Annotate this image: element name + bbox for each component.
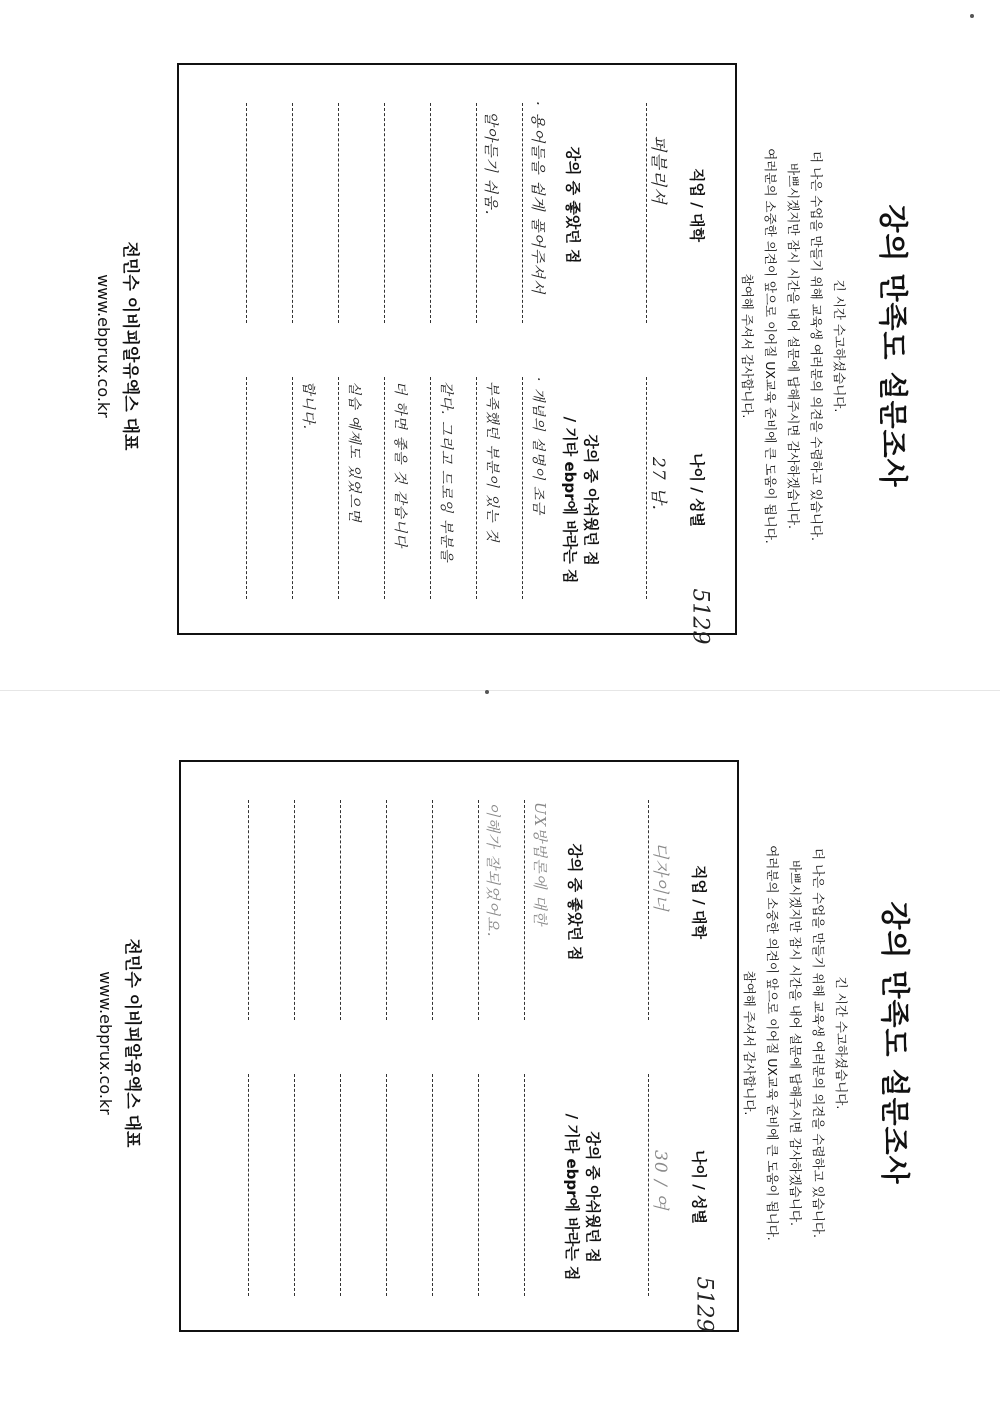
age-gender-label: 나이 / 성별 [688,453,706,527]
page-number: 5129 [691,1276,717,1333]
good-answer-line [476,103,477,323]
good-answer-text: · 용어들을 쉽게 풀어주셔서 [529,101,547,295]
job-label: 직업 / 대학 [690,865,708,939]
good-answer-line [292,103,293,323]
bad-answer-line [248,1074,249,1296]
website-url: www.ebprux.co.kr [96,971,115,1115]
age-gender-answer: 30 / 여 [650,1150,670,1211]
bad-answer-line [478,1074,479,1296]
bad-answer-text: 실습 예제도 있었으면 [346,381,362,523]
good-answer-line [432,800,433,1020]
bad-answer-text: 합니다. [300,381,316,431]
page-number: 5129 [687,588,713,645]
job-answer-line [648,800,649,1020]
good-points-label: 강의 중 좋았던 점 [564,146,582,264]
intro-line: 긴 시간 수고하셨습니다. [832,279,847,413]
good-answer-text: 알아듣기 쉬움. [482,111,500,216]
bad-points-label [561,1092,603,1302]
survey-form-box [179,760,739,1332]
intro-line: 긴 시간 수고하셨습니다. [834,976,849,1110]
age-gender-label: 나이 / 성별 [690,1150,708,1224]
bad-answer-line [294,1074,295,1296]
good-answer-line [248,800,249,1020]
intro-line: 바쁘시겠지만 잠시 시간을 내어 설문에 답해주시면 감사하겠습니다. [786,163,801,529]
intro-line: 바쁘시겠지만 잠시 시간을 내어 설문에 답해주시면 감사하겠습니다. [788,860,803,1226]
survey-intro [738,733,853,1353]
age-answer-line [646,377,647,599]
bad-answer-line [522,377,523,599]
bad-answer-line [340,1074,341,1296]
survey-title: 강의 만족도 설문조사 [876,204,910,488]
bad-answer-line [524,1074,525,1296]
bad-points-label-line2: / 기타 ebpr에 바라는 점 [561,416,579,584]
good-answer-line [384,103,385,323]
bad-answer-line [476,377,477,599]
good-answer-line [338,103,339,323]
bad-answer-line [384,377,385,599]
bad-answer-line [386,1074,387,1296]
good-answer-text: 이해가 잘되었어요. [484,802,502,938]
bad-answer-line [432,1074,433,1296]
good-answer-text: UX방법론에 대한 [531,802,549,927]
bad-answer-line [430,377,431,599]
good-answer-line [478,800,479,1020]
bad-points-label [559,395,601,605]
intro-line: 참여해 주셔서 감사합니다. [740,273,755,419]
good-points-label: 강의 중 좋았던 점 [566,843,584,961]
bad-points-label-line1: 강의 중 아쉬웠던 점 [584,1131,602,1263]
good-answer-line [522,103,523,323]
survey-form-box [177,63,737,635]
job-answer: 퍼블리셔 [648,135,668,205]
sheet-fold-line [0,690,1000,691]
good-answer-line [430,103,431,323]
good-answer-line [246,103,247,323]
bad-answer-text: 부족했던 부분이 있는 것 [484,381,500,543]
good-answer-line [386,800,387,1020]
intro-line: 참여해 주셔서 감사합니다. [742,970,757,1116]
bad-answer-line [338,377,339,599]
scan-dot [485,690,489,694]
intro-line: 여러분의 소중한 의견이 앞으로 이어질 UX교육 준비에 큰 도움이 됩니다. [763,148,778,544]
intro-line: 여러분의 소중한 의견이 앞으로 이어질 UX교육 준비에 큰 도움이 됩니다. [765,845,780,1241]
age-gender-answer: 27 남. [648,457,668,511]
good-answer-line [340,800,341,1020]
intro-line: 더 나은 수업을 만들기 위해 교육생 여러분의 의견을 수렴하고 있습니다. [811,848,826,1238]
scan-dot [970,14,974,18]
job-answer-line [646,103,647,323]
bad-answer-line [292,377,293,599]
good-answer-line [524,800,525,1020]
survey-title: 강의 만족도 설문조사 [878,901,912,1185]
survey-intro [736,36,851,656]
job-answer: 디자이너 [650,842,670,912]
bad-answer-text: · 개념의 설명이 조금 [530,377,546,515]
bad-points-label-line1: 강의 중 아쉬웠던 점 [582,434,600,566]
instructor-signature: 전민수 이비피알유엑스 대표 [122,938,142,1148]
bad-answer-line [246,377,247,599]
good-answer-line [294,800,295,1020]
bad-answer-text: 같다. 그리고 드로잉 부분을 [438,381,454,563]
bad-points-label-line2: / 기타 ebpr에 바라는 점 [563,1113,581,1281]
age-answer-line [648,1074,649,1296]
job-label: 직업 / 대학 [688,168,706,242]
intro-line: 더 나은 수업을 만들기 위해 교육생 여러분의 의견을 수렴하고 있습니다. [809,151,824,541]
survey-sheet-top [45,36,925,656]
survey-sheet-bottom [47,733,927,1353]
bad-answer-text: 더 하면 좋을 것 같습니다 [392,381,408,549]
website-url: www.ebprux.co.kr [94,274,113,418]
instructor-signature: 전민수 이비피알유엑스 대표 [120,241,140,451]
